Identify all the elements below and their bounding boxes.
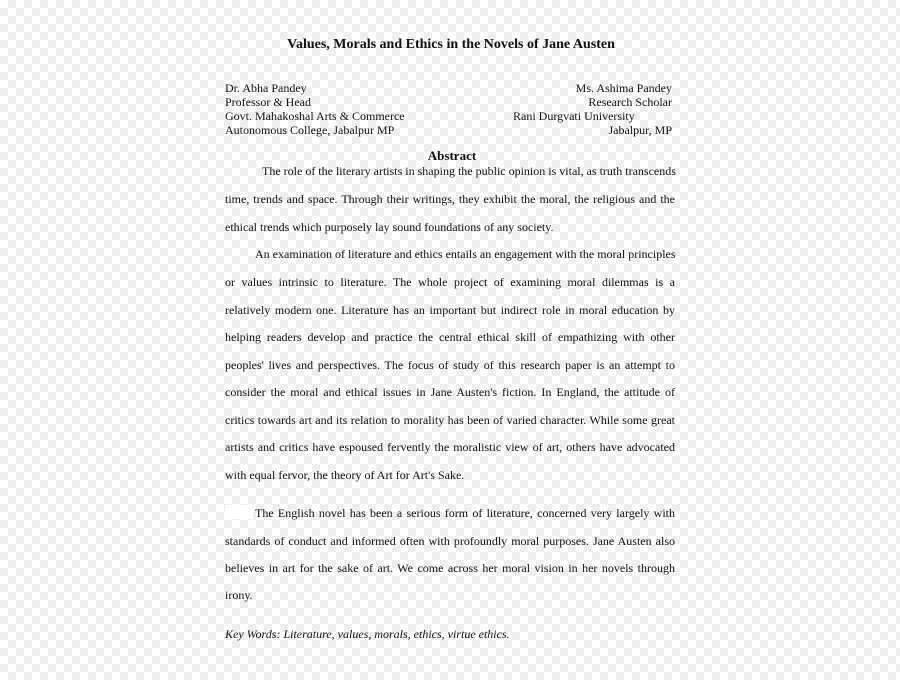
author-right-institution-line1: Rani Durgvati University	[513, 109, 635, 123]
author-left-institution-line2: Autonomous College, Jabalpur MP	[225, 123, 395, 137]
indent-whitespace	[225, 505, 253, 519]
paragraph-line: irony.	[225, 588, 253, 602]
author-right-name: Ms. Ashima Pandey	[575, 81, 672, 95]
author-left-name: Dr. Abha Pandey	[225, 81, 307, 95]
paragraph-line: relatively modern one. Literature has an important but indirect role in moral education by	[225, 303, 675, 317]
paragraph-line: An examination of literature and ethics entails an engagement with the moral principles	[255, 247, 676, 261]
paragraph-line: with equal fervor, the theory of Art for Art's Sake.	[225, 468, 465, 482]
paragraph-line: time, trends and space. Through their writings, they exhibit the moral, the religious and the	[225, 192, 675, 206]
paragraph-line: The English novel has been a serious form of literature, concerned very largely with	[255, 506, 675, 520]
author-left-institution-line1: Govt. Mahakoshal Arts & Commerce	[225, 109, 405, 123]
paragraph-line: The role of the literary artists in shaping the public opinion is vital, as truth transcends	[262, 164, 676, 178]
author-right-institution-line2: Jabalpur, MP	[608, 123, 672, 137]
paragraph-line: critics towards art and its relation to morality has been of varied character. While some great	[225, 413, 675, 427]
author-left-position: Professor & Head	[225, 95, 311, 109]
paragraph-line: believes in art for the sake of art. We come across her moral vision in her novels through	[225, 561, 675, 575]
keywords-line: Key Words: Literature, values, morals, ethics, virtue ethics.	[225, 627, 510, 641]
author-right-position: Research Scholar	[588, 95, 672, 109]
paragraph-line: helping readers develop and practice the central ethical skill of empathizing with other	[225, 330, 675, 344]
paragraph-line: ethical trends which purposely lay sound foundations of any society.	[225, 220, 554, 234]
paragraph-line: peoples' lives and perspectives. The focus of study of this research paper is an attempt to	[225, 358, 675, 372]
paragraph-line: consider the moral and ethical issues in Jane Austen's fiction. In England, the attitude of	[225, 385, 675, 399]
abstract-heading: Abstract	[427, 148, 477, 163]
paragraph-line: or values intrinsic to literature. The whole project of examining moral dilemmas is a	[225, 275, 675, 289]
paper-title: Values, Morals and Ethics in the Novels of Jane Austen	[287, 37, 615, 52]
paragraph-line: artists and critics have espoused fervently the moralistic view of art, others have advocated	[225, 440, 675, 454]
paragraph-line: standards of conduct and informed often with profoundly moral purposes. Jane Austen also	[225, 534, 675, 548]
